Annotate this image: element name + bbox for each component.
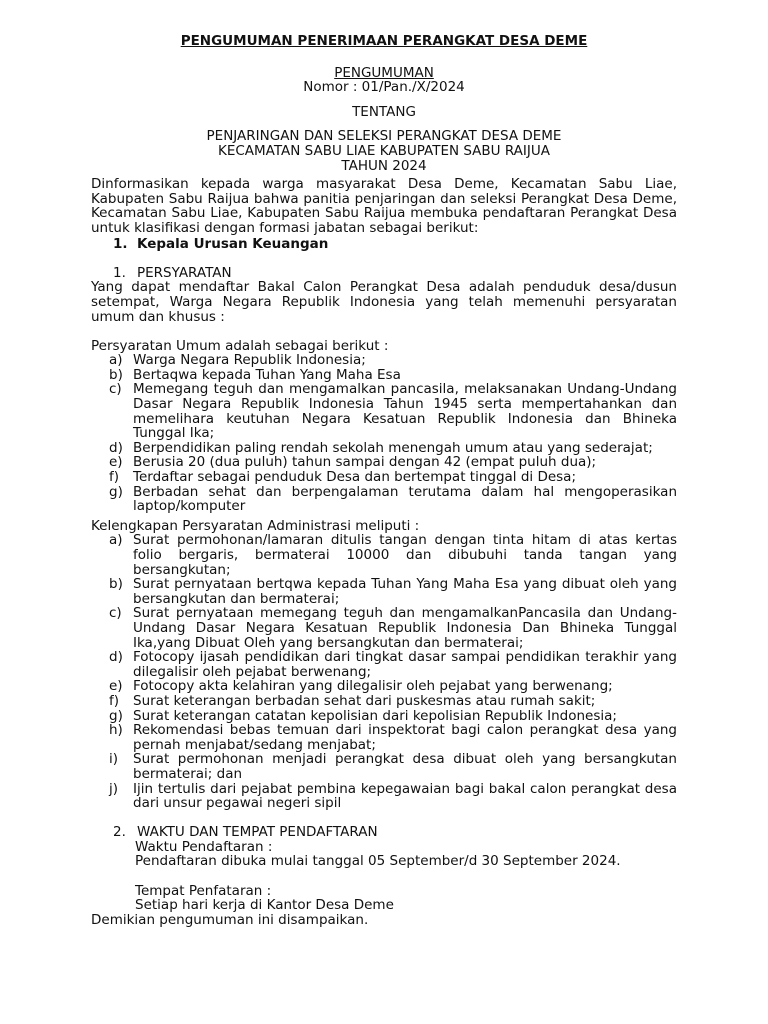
section-number: 1. (113, 264, 126, 281)
list-item (91, 533, 677, 577)
list-item-text: Terdaftar sebagai penduduk Desa dan bertempat tinggal di Desa; (133, 469, 577, 486)
announcement-label: PENGUMUMAN (334, 64, 434, 81)
section-title: PERSYARATAN (137, 264, 232, 281)
list-item (91, 752, 677, 781)
list-item-label: h) (109, 722, 123, 739)
list-item-text: Fotocopy ijasah pendidikan dari tingkat dasar sampai pendidikan terakhir yang dilegalisir oleh pejabat berwenang; (133, 649, 677, 680)
subject-line-2: KECAMATAN SABU LIAE KABUPATEN SABU RAIJUA (217, 142, 550, 159)
tentang-label: TENTANG (352, 103, 416, 120)
intro-paragraph: Dinformasikan kepada warga masyarakat Desa Deme, Kecamatan Sabu Liae, Kabupaten Sabu Raijua bahwa panitia penjaringan dan seleksi Perangkat Desa Deme, Kecamatan Sabu Liae, Kabupaten Sabu Raijua membuka pendaftaran Perangkat Desa untuk klasifikasi dengan formasi jabatan sebagai berikut: (91, 176, 677, 236)
list-item (91, 782, 677, 811)
list-item (91, 709, 677, 724)
list-item-text: Surat keterangan berbadan sehat dari puskesmas atau rumah sakit; (133, 692, 596, 709)
list-item-label: g) (109, 483, 123, 500)
list-item-text: Berpendidikan paling rendah sekolah menengah umum atau yang sederajat; (133, 439, 653, 456)
list-item (91, 368, 677, 383)
position-name: Kepala Urusan Keuangan (137, 235, 329, 252)
list-item-label: i) (109, 751, 119, 768)
announcement-number: Nomor : 01/Pan./X/2024 (303, 79, 465, 96)
list-item-text: Memegang teguh dan mengamalkan pancasila, melaksanakan Undang-Undang Dasar Negara Republik Indonesia Tahun 1945 serta mempertahankan dan memelihara keutuhan Negara Kesatuan Republik Indonesia dan Bhineka Tunggal Ika; (133, 381, 677, 442)
list-item-label: j) (109, 780, 119, 797)
list-item-label: e) (109, 454, 123, 471)
list-item-text: Berusia 20 (dua puluh) tahun sampai dengan 42 (empat puluh dua); (133, 454, 597, 471)
list-item (91, 470, 677, 485)
persyaratan-umum-list (91, 353, 677, 514)
list-item-label: b) (109, 576, 123, 593)
persyaratan-admin-heading: Kelengkapan Persyaratan Administrasi meliputi : (91, 517, 420, 534)
list-item-label: f) (109, 692, 120, 709)
section-title: WAKTU DAN TEMPAT PENDAFTARAN (137, 824, 378, 841)
list-item-label: a) (109, 352, 123, 369)
list-item (91, 441, 677, 456)
list-item (91, 577, 677, 606)
list-item-label: a) (109, 532, 123, 549)
closing-line: Demikian pengumuman ini disampaikan. (91, 911, 369, 928)
persyaratan-admin-list (91, 533, 677, 810)
list-item-label: c) (109, 605, 122, 622)
list-item (91, 606, 677, 650)
waktu-label: Waktu Pendaftaran : (135, 838, 273, 855)
list-item-text: Fotocopy akta kelahiran yang dilegalisir oleh pejabat yang berwenang; (133, 678, 613, 695)
list-item (91, 650, 677, 679)
list-item (91, 679, 677, 694)
list-item-text: Rekomendasi bebas temuan dari inspektorat bagi calon perangkat desa yang pernah menjabat/sedang menjabat; (133, 722, 677, 753)
waktu-text: Pendaftaran dibuka mulai tanggal 05 September/d 30 September 2024. (135, 853, 621, 870)
list-item-text: Surat permohonan/lamaran ditulis tangan dengan tinta hitam di atas kertas folio bergaris, bermaterai 10000 dan dibubuhi tanda tangan yang bersangkutan; (133, 532, 677, 578)
subject-line-3: TAHUN 2024 (341, 157, 427, 174)
list-item-text: Berbadan sehat dan berpengalaman terutama dalam hal mengoperasikan laptop/komputer (133, 483, 677, 515)
list-item-text: Warga Negara Republik Indonesia; (133, 352, 366, 369)
list-item (91, 485, 677, 514)
subject-line-1: PENJARINGAN DAN SELEKSI PERANGKAT DESA DEME (206, 128, 562, 145)
tempat-text: Setiap hari kerja di Kantor Desa Deme (135, 897, 394, 914)
persyaratan-umum-heading: Persyaratan Umum adalah sebagai berikut : (91, 337, 389, 354)
list-item-text: Surat pernyataan memegang teguh dan mengamalkanPancasila dan Undang-Undang Dasar Negara Kesatuan Republik Indonesia Dan Bhineka Tunggal Ika,yang Dibuat Oleh yang bersangkutan dan bermaterai; (133, 605, 677, 651)
document-title: PENGUMUMAN PENERIMAAN PERANGKAT DESA DEME (180, 33, 588, 49)
section-persyaratan-text: Yang dapat mendaftar Bakal Calon Perangkat Desa adalah penduduk desa/dusun setempat, Warga Negara Republik Indonesia yang telah memenuhi persyaratan umum dan khusus : (91, 279, 677, 325)
list-item (91, 723, 677, 752)
position-item (91, 237, 677, 252)
section-number: 2. (113, 824, 126, 841)
list-item-label: e) (109, 678, 123, 695)
list-item-text: Surat permohonan menjadi perangkat desa dibuat oleh yang bersangkutan bermaterai; dan (133, 751, 677, 782)
list-item-label: b) (109, 366, 123, 383)
list-item-text: Ijin tertulis dari pejabat pembina kepegawaian bagi bakal calon perangkat desa dari unsur pegawai negeri sipil (133, 780, 677, 812)
list-item-text: Surat keterangan catatan kepolisian dari kepolisian Republik Indonesia; (133, 707, 617, 724)
list-item (91, 353, 677, 368)
tempat-label: Tempat Penfataran : (135, 882, 272, 899)
list-item-label: f) (109, 469, 120, 486)
list-item (91, 455, 677, 470)
list-item-label: c) (109, 381, 122, 398)
list-item-label: d) (109, 439, 123, 456)
section-waktu-heading (91, 825, 677, 840)
list-item (91, 694, 677, 709)
list-item (91, 382, 677, 440)
list-item-label: d) (109, 649, 123, 666)
document-page (91, 34, 677, 927)
section-persyaratan-heading (91, 266, 677, 281)
position-number: 1. (113, 235, 128, 252)
list-item-text: Surat pernyataan bertqwa kepada Tuhan Yang Maha Esa yang dibuat oleh yang bersangkutan dan bermaterai; (133, 576, 677, 607)
list-item-label: g) (109, 707, 123, 724)
list-item-text: Bertaqwa kepada Tuhan Yang Maha Esa (133, 366, 401, 383)
